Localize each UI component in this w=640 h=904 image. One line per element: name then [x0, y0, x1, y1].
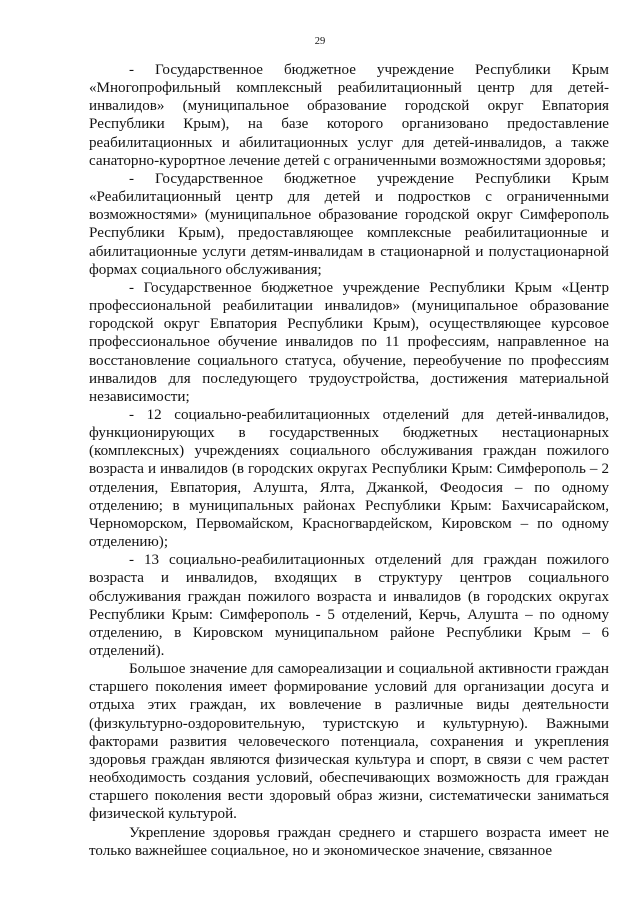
paragraph-health-strengthening: Укрепление здоровья граждан среднего и старшего возраста имеет не только важнейшее социальное, но и экономическое значение, связанное: [89, 824, 609, 859]
page-number: 29: [314, 36, 326, 47]
list-item-multiprofile-rehab-center: - Государственное бюджетное учреждение Республики Крым «Многопрофильный комплексный реабилитационный центр для детей-инвалидов» (муниципальное образование городской округ Евпатория Республики Крым), на базе которого организовано предоставление реабилитационных и абилитационных услуг для детей-инвалидов, а также санаторно-курортное лечение детей с ограниченными возможностями здоровья;: [89, 62, 609, 169]
list-item-elderly-rehab-departments: - 13 социально-реабилитационных отделений для граждан пожилого возраста и инвалидов, входящих в структуру центров социального обслуживания граждан пожилого возраста и инвалидов (в городских округах Республики Крым: Симферополь - 5 отделений, Керчь, Алушта – по одному отделению, в Кировском муниципальном районе Республики Крым – 6 отделений).: [89, 552, 609, 659]
list-item-children-rehab-departments: - 12 социально-реабилитационных отделений для детей-инвалидов, функционирующих в государственных бюджетных нестационарных (комплексных) учреждениях социального обслуживания граждан пожилого возраста и инвалидов (в городских округах Республики Крым: Симферополь – 2 отделения, Евпатория, Алушта, Ялта, Джанкой, Феодосия – по одному отделению; в муниципальных районах Республики Крым: Бахчисарайском, Черноморском, Первомайском, Красногвардейском, Кировском – по одному отделению);: [89, 406, 609, 551]
list-item-professional-rehab-center: - Государственное бюджетное учреждение Республики Крым «Центр профессиональной реабилитации инвалидов» (муниципальное образование городской округ Евпатория Республики Крым), осуществляющее курсовое профессиональное обучение инвалидов по 11 профессиям, направленное на восстановление социального статуса, обучение, переобучение по профессиям инвалидов для последующего трудоустройства, достижения материальной независимости;: [89, 279, 609, 405]
paragraph-leisure-and-sport: Большое значение для самореализации и социальной активности граждан старшего поколения имеет формирование условий для организации досуга и отдыха этих граждан, их вовлечение в различные виды деятельности (физкультурно-оздоровительную, туристскую и культурную). Важными факторами развития человеческого потенциала, сохранения и укрепления здоровья граждан являются физическая культура и спорт, в связи с чем растет необходимость создания условий, обеспечивающих возможность для граждан старшего поколения вести здоровый образ жизни, систематически заниматься физической культурой.: [89, 661, 609, 823]
document-body: [89, 61, 609, 860]
list-item-children-rehab-center: - Государственное бюджетное учреждение Республики Крым «Реабилитационный центр для детей и подростков с ограниченными возможностями» (муниципальное образование городской округ Симферополь Республики Крым), предоставляющее комплексные реабилитационные и абилитационные услуги детям-инвалидам в стационарной и полустационарной формах социального обслуживания;: [89, 170, 609, 278]
